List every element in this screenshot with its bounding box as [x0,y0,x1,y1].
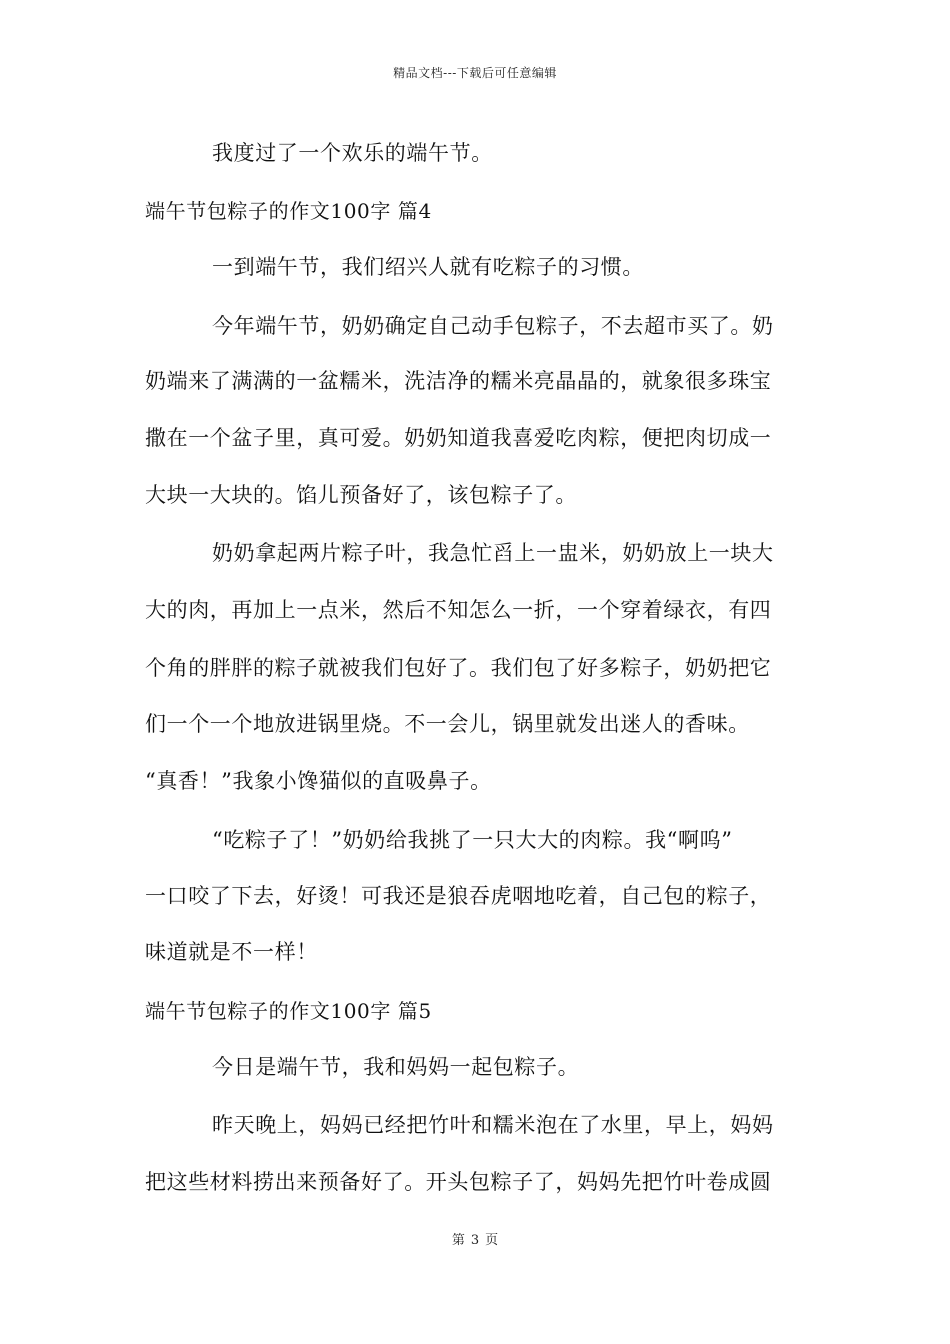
paragraph-line: 大的肉，再加上一点米，然后不知怎么一折，一个穿着绿衣，有四 [145,598,772,622]
paragraph-line: 今日是端午节，我和妈妈一起包粽子。 [212,1055,580,1079]
paragraph-line: 个角的胖胖的粽子就被我们包好了。我们包了好多粽子，奶奶把它 [145,656,772,680]
paragraph-line: 奶奶拿起两片粽子叶，我急忙舀上一盅米，奶奶放上一块大 [212,541,774,565]
page-number: 3 [470,1233,480,1248]
paragraph-line: 我度过了一个欢乐的端午节。 [212,141,493,165]
section-heading: 端午节包粽子的作文100字 篇4 [145,199,432,223]
paragraph-line: “真香！”我象小馋猫似的直吸鼻子。 [145,769,492,793]
paragraph-line: 一口咬了下去，好烫！可我还是狼吞虎咽地吃着，自己包的粽子， [145,884,772,908]
paragraph-line: “吃粽子了！”奶奶给我挑了一只大大的肉粽。我“啊呜” [212,828,733,852]
paragraph-line: 大块一大块的。馅儿预备好了，该包粽子了。 [145,483,577,507]
page-number-prefix: 第 [451,1233,465,1248]
paragraph-line: 一到端午节，我们绍兴人就有吃粽子的习惯。 [212,255,644,279]
paragraph-line: 撒在一个盆子里，真可爱。奶奶知道我喜爱吃肉粽，便把肉切成一 [145,426,772,450]
paragraph-line: 把这些材料捞出来预备好了。开头包粽子了，妈妈先把竹叶卷成圆 [145,1170,772,1194]
page-number-suffix: 页 [485,1233,499,1248]
section-heading: 端午节包粽子的作文100字 篇5 [145,999,432,1023]
paragraph-line: 昨天晚上，妈妈已经把竹叶和糯米泡在了水里，早上，妈妈 [212,1113,774,1137]
page-footer [0,1229,950,1248]
paragraph-line: 今年端午节，奶奶确定自己动手包粽子，不去超市买了。奶 [212,314,774,338]
paragraph-line: 味道就是不一样！ [145,940,318,964]
paragraph-line: 奶端来了满满的一盆糯米，洗洁净的糯米亮晶晶的，就象很多珠宝 [145,369,772,393]
page-header: 精品文档---下载后可任意编辑 [393,66,557,80]
paragraph-line: 们一个一个地放进锅里烧。不一会儿，锅里就发出迷人的香味。 [145,712,750,736]
